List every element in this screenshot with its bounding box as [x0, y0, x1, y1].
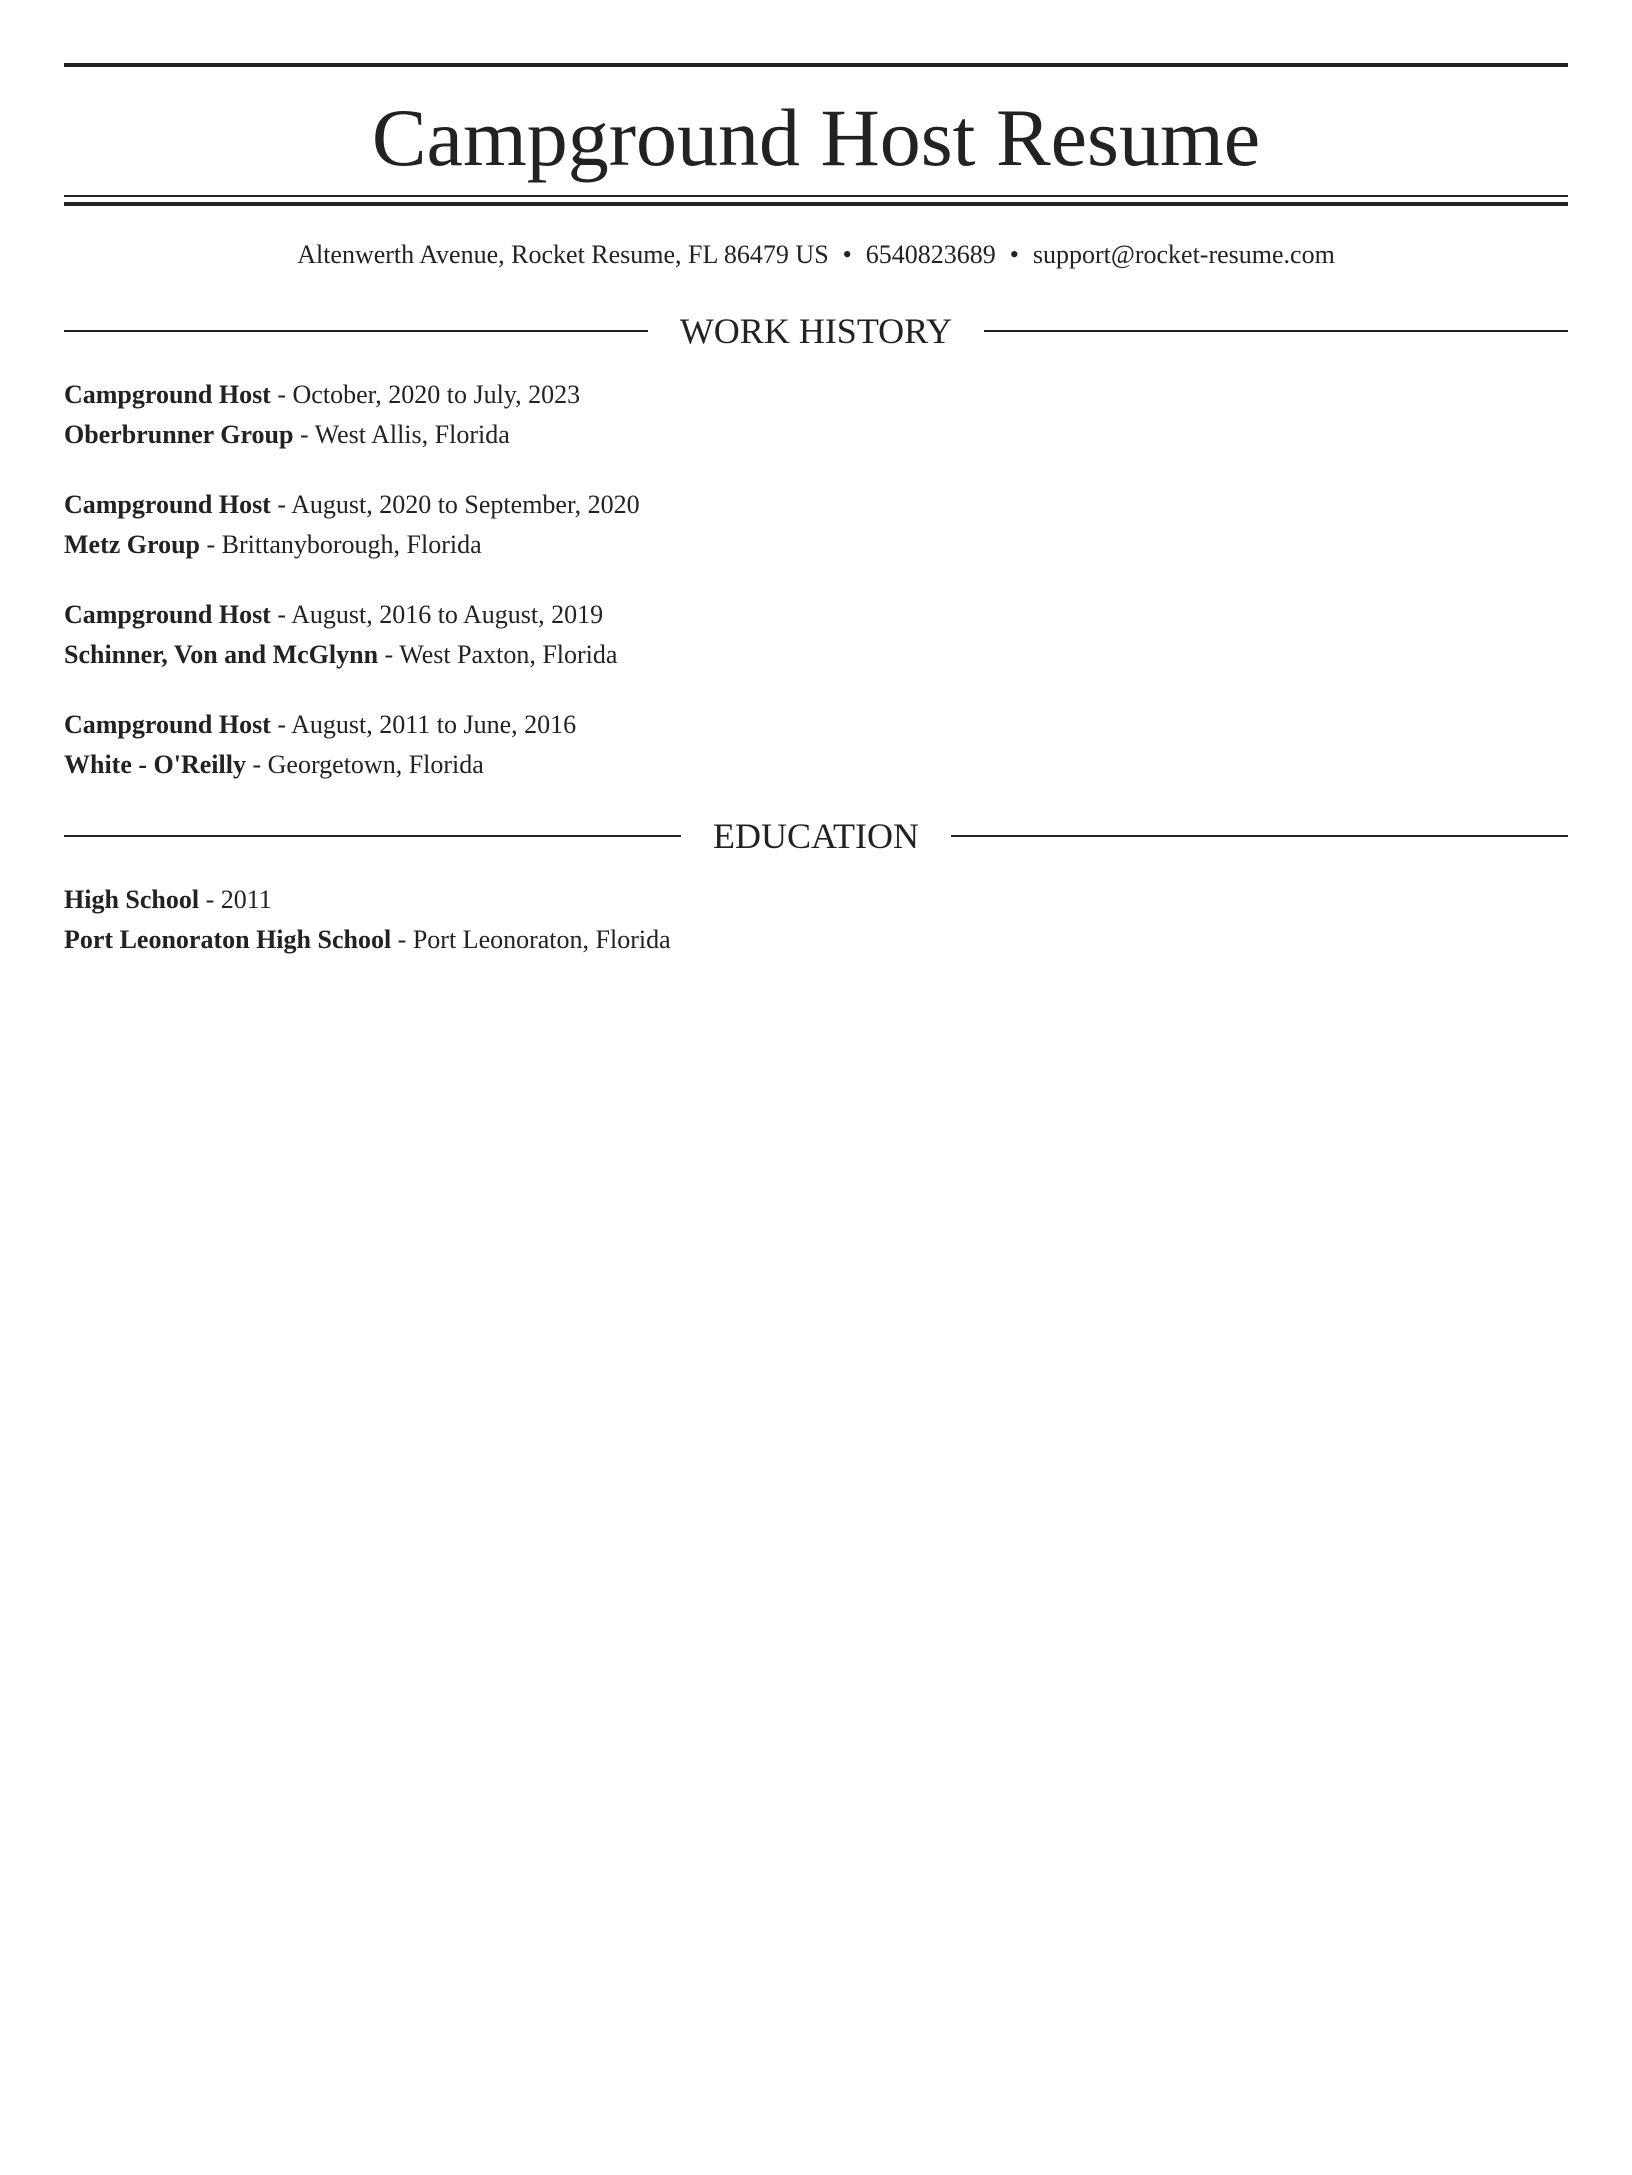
work-history-list	[64, 375, 1568, 785]
education-location: Port Leonoraton, Florida	[412, 925, 671, 954]
dash: -	[293, 420, 315, 449]
job-role-line	[64, 485, 1568, 525]
job-role: Campground Host	[64, 380, 271, 409]
work-history-heading	[64, 311, 1568, 351]
header-double-rule	[64, 195, 1568, 206]
education-school-line	[64, 920, 1568, 960]
education-list	[64, 880, 1568, 960]
job-role-line	[64, 375, 1568, 415]
contact-email: support@rocket-resume.com	[1032, 240, 1335, 269]
job-company-line	[64, 745, 1568, 785]
dash: -	[199, 885, 221, 914]
job-location: Brittanyborough, Florida	[221, 530, 482, 559]
education-degree-line	[64, 880, 1568, 920]
education-school: Port Leonoraton High School	[64, 925, 392, 954]
resume-page	[0, 63, 1632, 2175]
education-entry	[64, 880, 1568, 960]
dash: -	[270, 490, 292, 519]
dash: -	[270, 710, 292, 739]
heading-rule-left	[64, 835, 681, 837]
job-entry	[64, 705, 1568, 785]
header-top-rule	[64, 63, 1568, 67]
contact-line	[64, 240, 1568, 270]
dash: -	[378, 640, 400, 669]
education-title: EDUCATION	[713, 816, 919, 856]
job-role: Campground Host	[64, 710, 271, 739]
dash: -	[200, 530, 222, 559]
job-company-line	[64, 415, 1568, 455]
job-entry	[64, 375, 1568, 455]
contact-separator: •	[1009, 240, 1019, 269]
education-degree: High School	[64, 885, 200, 914]
job-entry	[64, 485, 1568, 565]
heading-rule-right	[951, 835, 1568, 837]
dash: -	[270, 600, 292, 629]
job-location: Georgetown, Florida	[267, 750, 484, 779]
job-company: Schinner, Von and McGlynn	[64, 640, 379, 669]
job-company: Metz Group	[64, 530, 200, 559]
education-heading	[64, 816, 1568, 856]
job-dates: August, 2016 to August, 2019	[291, 600, 604, 629]
job-company: White - O'Reilly	[64, 750, 246, 779]
job-entry	[64, 595, 1568, 675]
heading-rule-left	[64, 330, 648, 332]
job-role-line	[64, 595, 1568, 635]
job-dates: October, 2020 to July, 2023	[292, 380, 581, 409]
contact-separator: •	[842, 240, 852, 269]
work-history-title: WORK HISTORY	[679, 311, 953, 351]
job-company: Oberbrunner Group	[64, 420, 294, 449]
contact-phone: 6540823689	[865, 240, 996, 269]
education-year: 2011	[220, 885, 272, 914]
job-location: West Allis, Florida	[314, 420, 510, 449]
dash: -	[270, 380, 293, 409]
job-role-line	[64, 705, 1568, 745]
contact-address: Altenwerth Avenue, Rocket Resume, FL 86479 US	[297, 240, 829, 269]
job-role: Campground Host	[64, 490, 271, 519]
job-location: West Paxton, Florida	[399, 640, 618, 669]
job-role: Campground Host	[64, 600, 271, 629]
job-dates: August, 2011 to June, 2016	[291, 710, 577, 739]
job-company-line	[64, 525, 1568, 565]
heading-rule-right	[984, 330, 1568, 332]
job-dates: August, 2020 to September, 2020	[291, 490, 640, 519]
job-company-line	[64, 635, 1568, 675]
dash: -	[245, 750, 268, 779]
dash: -	[391, 925, 413, 954]
resume-title: Campground Host Resume	[371, 92, 1261, 183]
